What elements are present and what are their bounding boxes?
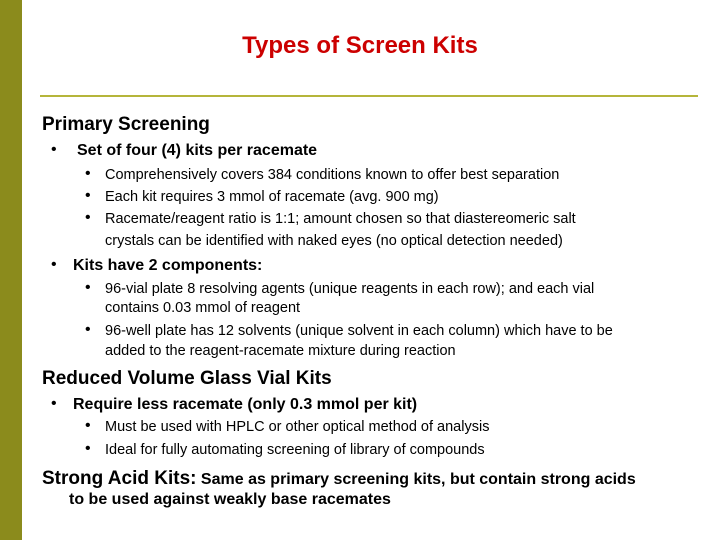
bullet-icon: • bbox=[85, 187, 91, 204]
primary-screening-heading: Primary Screening bbox=[42, 114, 210, 135]
component-subpoint: 96-vial plate 8 resolving agents (unique reagents in each row); and each vial bbox=[105, 281, 595, 297]
kit-set-subpoint: Each kit requires 3 mmol of racemate (avg. 900 mg) bbox=[105, 189, 439, 205]
bullet-icon: • bbox=[85, 279, 91, 296]
slide-title: Types of Screen Kits bbox=[242, 32, 478, 59]
strong-acid-continuation: to be used against weakly base racemates bbox=[69, 491, 391, 508]
bullet-icon: • bbox=[85, 321, 91, 338]
bullet-icon: • bbox=[85, 440, 91, 457]
bullet-icon: • bbox=[51, 141, 57, 158]
bullet-icon: • bbox=[85, 417, 91, 434]
components-point: Kits have 2 components: bbox=[73, 257, 263, 274]
reduced-volume-subpoint: Must be used with HPLC or other optical method of analysis bbox=[105, 419, 490, 435]
sidebar-accent-bar bbox=[0, 0, 22, 540]
component-subpoint-continuation: added to the reagent-racemate mixture during reaction bbox=[105, 343, 456, 359]
component-subpoint: 96-well plate has 12 solvents (unique solvent in each column) which have to be bbox=[105, 323, 613, 339]
kit-set-subpoint: Comprehensively covers 384 conditions known to offer best separation bbox=[105, 167, 560, 183]
title-divider bbox=[40, 95, 698, 97]
strong-acid-heading: Strong Acid Kits: bbox=[42, 468, 197, 489]
bullet-icon: • bbox=[51, 256, 57, 273]
reduced-volume-point: Require less racemate (only 0.3 mmol per kit) bbox=[73, 396, 418, 413]
component-subpoint-continuation: contains 0.03 mmol of reagent bbox=[105, 300, 301, 316]
strong-acid-line bbox=[42, 468, 636, 490]
kit-set-subpoint: Racemate/reagent ratio is 1:1; amount chosen so that diastereomeric salt bbox=[105, 211, 576, 227]
bullet-icon: • bbox=[85, 165, 91, 182]
reduced-volume-subpoint: Ideal for fully automating screening of library of compounds bbox=[105, 442, 485, 458]
strong-acid-text: Same as primary screening kits, but contain strong acids bbox=[200, 471, 636, 488]
bullet-icon: • bbox=[51, 395, 57, 412]
kit-set-subpoint-continuation: crystals can be identified with naked eyes (no optical detection needed) bbox=[105, 233, 563, 249]
reduced-volume-heading: Reduced Volume Glass Vial Kits bbox=[42, 368, 332, 389]
bullet-icon: • bbox=[85, 209, 91, 226]
kit-set-point: Set of four (4) kits per racemate bbox=[77, 142, 318, 159]
